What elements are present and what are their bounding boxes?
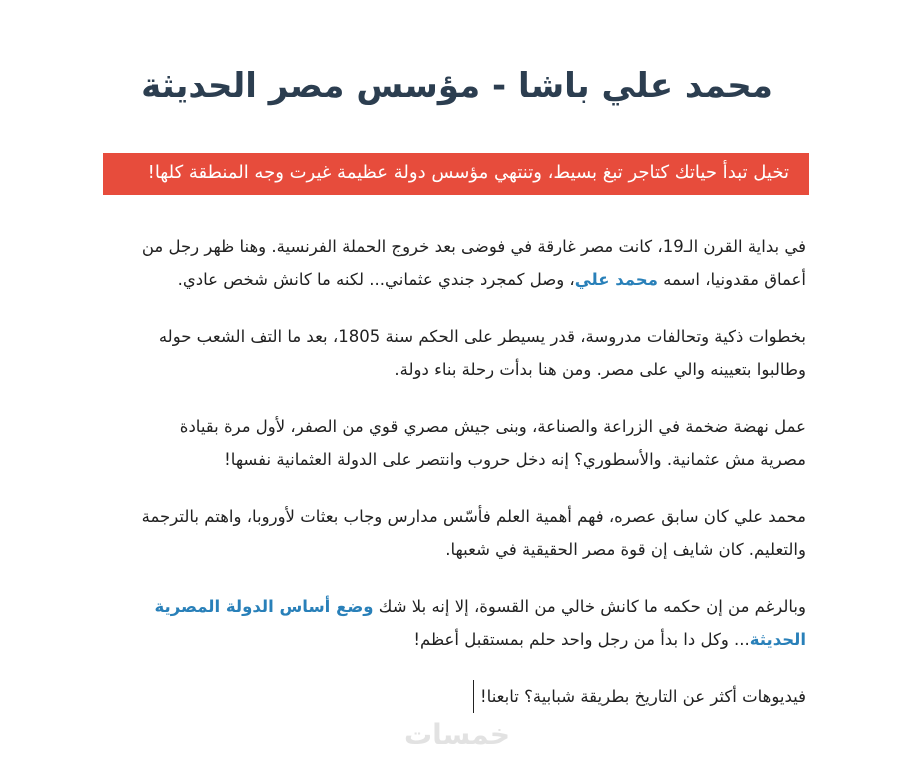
call-to-action-text: فيديوهات أكثر عن التاريخ بطريقة شبابية؟ تابعنا! — [473, 680, 806, 713]
paragraph-1-text-b: ، وصل كمجرد جندي عثماني... لكنه ما كانش شخص عادي. — [177, 270, 575, 289]
intro-banner: تخيل تبدأ حياتك كتاجر تبغ بسيط، وتنتهي مؤسس دولة عظيمة غيرت وجه المنطقة كلها! — [103, 153, 809, 195]
paragraph-4: محمد علي كان سابق عصره، فهم أهمية العلم فأسّس مدارس وجاب بعثات لأوروبا، واهتم بالترجمة والتعليم. كان شايف إن قوة مصر الحقيقية في شعبها. — [141, 507, 806, 559]
paragraph-3: عمل نهضة ضخمة في الزراعة والصناعة، وبنى جيش مصري قوي من الصفر، لأول مرة بقيادة مصرية مش عثمانية. والأسطوري؟ إنه دخل حروب وانتصر على الدولة العثمانية نفسها! — [179, 417, 806, 469]
paragraph-1 — [130, 230, 806, 296]
highlight-name: محمد علي — [574, 270, 658, 289]
paragraph-5 — [130, 590, 806, 656]
paragraph-2: بخطوات ذكية وتحالفات مدروسة، قدر يسيطر على الحكم سنة 1805، بعد ما التف الشعب حوله وطالبوا بتعيينه والي على مصر. ومن هنا بدأت رحلة بناء دولة. — [158, 327, 806, 379]
watermark-logo: خمسات — [403, 718, 511, 751]
paragraph-5-text-b: ... وكل دا بدأ من رجل واحد حلم بمستقبل أعظم! — [413, 630, 750, 649]
paragraph-6 — [130, 680, 806, 713]
article-body — [130, 230, 806, 737]
highlight-phrase: وضع أساس الدولة المصرية الحديثة — [154, 597, 806, 649]
paragraph-1-text-a: في بداية القرن الـ19، كانت مصر غارقة في فوضى بعد خروج الحملة الفرنسية. وهنا ظهر رجل من أعماق مقدونيا، اسمه — [141, 237, 806, 289]
page-title: محمد علي باشا - مؤسس مصر الحديثة — [141, 66, 773, 106]
paragraph-5-text-a: وبالرغم من إن حكمه ما كانش خالي من القسوة، إلا إنه بلا شك — [373, 597, 806, 616]
